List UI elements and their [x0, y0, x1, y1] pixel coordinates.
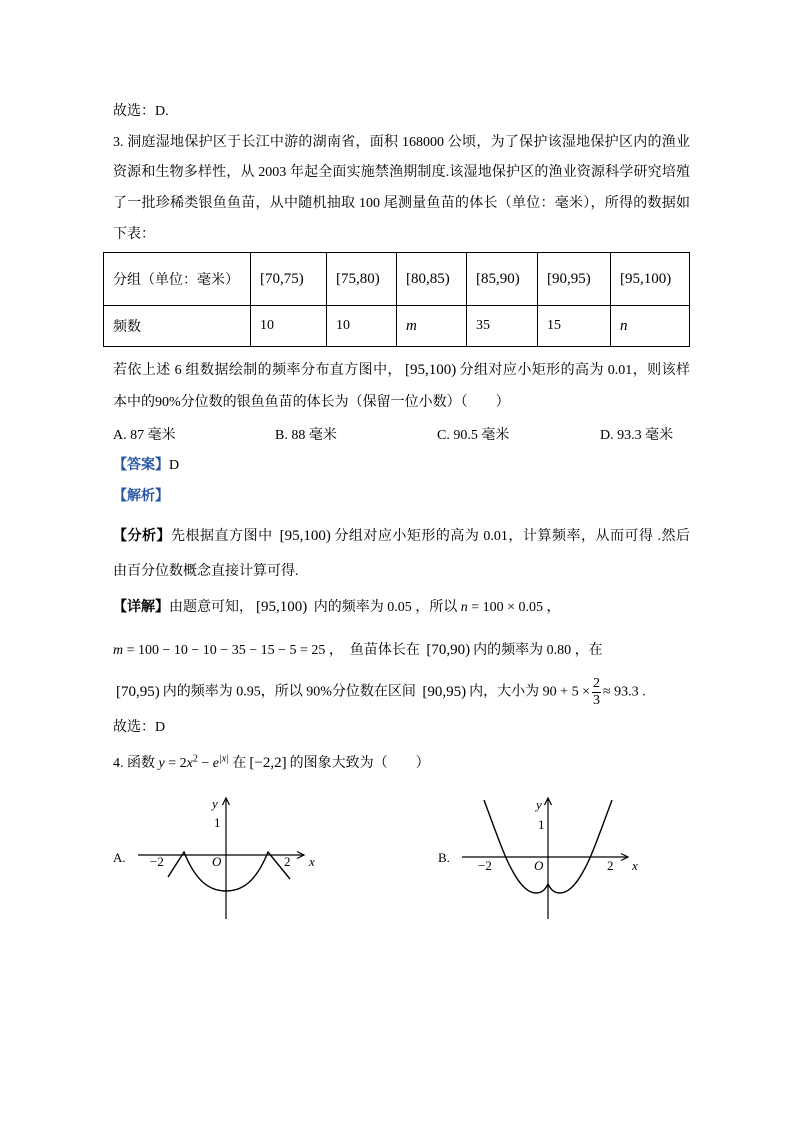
- table-header-cell: [75,80): [327, 253, 397, 306]
- table-data-cell: n: [611, 306, 690, 347]
- q4-text: 在: [228, 756, 247, 771]
- math-interval: [70,95): [116, 683, 160, 700]
- q4-text: 的图象大致为（ ）: [289, 756, 430, 771]
- y-axis-label: y: [536, 797, 542, 812]
- math-interval: [90,95): [422, 683, 467, 700]
- x-axis-label: x: [309, 854, 315, 869]
- detail-text: 内的频率为 0.05 ，所以: [310, 600, 461, 615]
- detail-text: 内的频率为 0.95，所以 90%分位数在区间: [162, 684, 420, 700]
- y-tick-label: 1: [538, 817, 545, 832]
- answer-value: D: [169, 458, 180, 473]
- x-tick-label: 2: [284, 854, 291, 869]
- math-variable: n: [460, 600, 468, 615]
- detail-text: 由题意可知，: [169, 600, 253, 615]
- table-header-cell: [90,95): [538, 253, 611, 306]
- frequency-table: [103, 252, 690, 347]
- detail-line: [113, 597, 561, 618]
- math-expression: −: [197, 756, 213, 771]
- graph-option-a: [108, 790, 323, 925]
- option-label: B.: [275, 428, 288, 443]
- explanation-heading: [113, 487, 169, 507]
- x-tick-label: −2: [478, 858, 492, 873]
- answer-line: [113, 456, 179, 476]
- q3-question-line: 本中的90%分位数的银鱼鱼苗的体长为（保留一位小数）（ ）: [113, 395, 510, 410]
- table-data-row: [104, 306, 690, 347]
- math-expression: = 100 × 0.05: [467, 600, 544, 615]
- q3-table-intro: 下表：: [113, 227, 155, 242]
- fraction-numerator: 2: [592, 676, 600, 691]
- math-expression: ≈ 93.3: [602, 684, 639, 700]
- option-d: [600, 426, 673, 446]
- origin-label: O: [534, 858, 544, 873]
- detail-text: .: [638, 684, 646, 700]
- x-tick-label: −2: [150, 854, 164, 869]
- analysis-text: 分组对应小矩形的高为 0.01，计算频率，从而可得 .然后: [333, 529, 691, 544]
- q3-stem-line: 资源和生物多样性，从 2003 年起全面实施禁渔期制度.该湿地保护区的渔业资源科学研究培殖: [113, 165, 690, 180]
- table-header-cell: [80,85): [397, 253, 467, 306]
- table-data-cell: 15: [538, 306, 611, 347]
- option-b: [275, 426, 337, 446]
- math-interval: [70,90): [426, 642, 471, 658]
- y-axis-label: y: [212, 796, 218, 811]
- detail-text: ， 鱼苗体长在: [325, 643, 424, 658]
- detail-tag: 【详解】: [113, 600, 169, 615]
- graph-label: B.: [438, 850, 450, 865]
- graph-option-b: [430, 790, 645, 925]
- option-text: 87 毫米: [130, 428, 176, 443]
- table-data-cell: 10: [251, 306, 327, 347]
- table-data-cell: 10: [327, 306, 397, 347]
- table-data-cell: m: [397, 306, 467, 347]
- math-interval: [95,100): [279, 528, 331, 544]
- q4-stem: [113, 753, 430, 774]
- table-data-cell: 频数: [104, 306, 251, 347]
- option-text: 90.5 毫米: [453, 428, 510, 443]
- option-label: C.: [437, 428, 450, 443]
- table-data-cell: 35: [467, 306, 538, 347]
- detail-text: 内的频率为 0.80 ，在: [473, 643, 603, 658]
- table-header-cell: [95,100): [611, 253, 690, 306]
- analysis-line: [113, 526, 690, 547]
- option-a: [113, 426, 176, 446]
- x-tick-label: 2: [607, 858, 614, 873]
- detail-conclusion: 故选：D: [113, 720, 166, 735]
- table-header-cell: [70,75): [251, 253, 327, 306]
- detail-text: 内，大小为: [469, 684, 543, 700]
- explanation-tag: 【解析】: [113, 489, 169, 504]
- analysis-text: 先根据直方图中: [171, 529, 277, 544]
- math-exponent: |x|: [218, 753, 229, 765]
- detail-line: [113, 640, 603, 661]
- math-interval: [95,100): [404, 362, 457, 378]
- question-text: 分组对应小矩形的高为 0.01，则该样: [459, 363, 691, 378]
- analysis-line: 由百分位数概念直接计算可得.: [113, 564, 299, 579]
- fraction: [592, 676, 601, 709]
- detail-line: [113, 676, 646, 709]
- origin-label: O: [212, 854, 222, 869]
- math-variable: m: [113, 643, 124, 658]
- function-curve: [168, 852, 290, 891]
- table-header-row: [104, 253, 690, 306]
- math-interval: [−2,2]: [249, 755, 287, 771]
- option-label: D.: [600, 428, 614, 443]
- table-header-cell: [85,90): [467, 253, 538, 306]
- option-text: 88 毫米: [291, 428, 337, 443]
- analysis-tag: 【分析】: [113, 529, 172, 544]
- answer-tag: 【答案】: [113, 458, 169, 473]
- q3-question-line: [113, 360, 690, 381]
- math-variable: x: [186, 756, 193, 771]
- math-expression: = 2: [164, 756, 187, 771]
- q3-stem-line: 3. 洞庭湿地保护区于长江中游的湖南省，面积 168000 公顷，为了保护该湿地保护区内的渔业: [113, 135, 690, 150]
- y-tick-label: 1: [214, 815, 221, 830]
- math-interval: [95,100): [256, 599, 308, 615]
- math-expression: = 100 − 10 − 10 − 35 − 15 − 5 = 25: [123, 643, 326, 658]
- math-variable: y: [158, 756, 165, 771]
- math-expression: 90 + 5 ×: [542, 684, 590, 700]
- q4-text: 4. 函数: [113, 756, 159, 771]
- math-variable: e: [212, 756, 219, 771]
- math-exponent: 2: [192, 753, 198, 765]
- q3-stem-line: 了一批珍稀类银鱼鱼苗，从中随机抽取 100 尾测量鱼苗的体长（单位：毫米），所得的数据如: [113, 196, 690, 211]
- x-axis-label: x: [632, 858, 638, 873]
- option-text: 93.3 毫米: [617, 428, 674, 443]
- option-label: A.: [113, 428, 127, 443]
- option-c: [437, 426, 509, 446]
- previous-conclusion: 故选：D.: [113, 104, 169, 119]
- graph-label: A.: [113, 850, 126, 865]
- detail-text: ，: [543, 600, 561, 615]
- table-header-cell: 分组（单位：毫米）: [104, 253, 251, 306]
- fraction-denominator: 3: [592, 693, 600, 708]
- question-text: 若依上述 6 组数据绘制的频率分布直方图中，: [113, 363, 402, 378]
